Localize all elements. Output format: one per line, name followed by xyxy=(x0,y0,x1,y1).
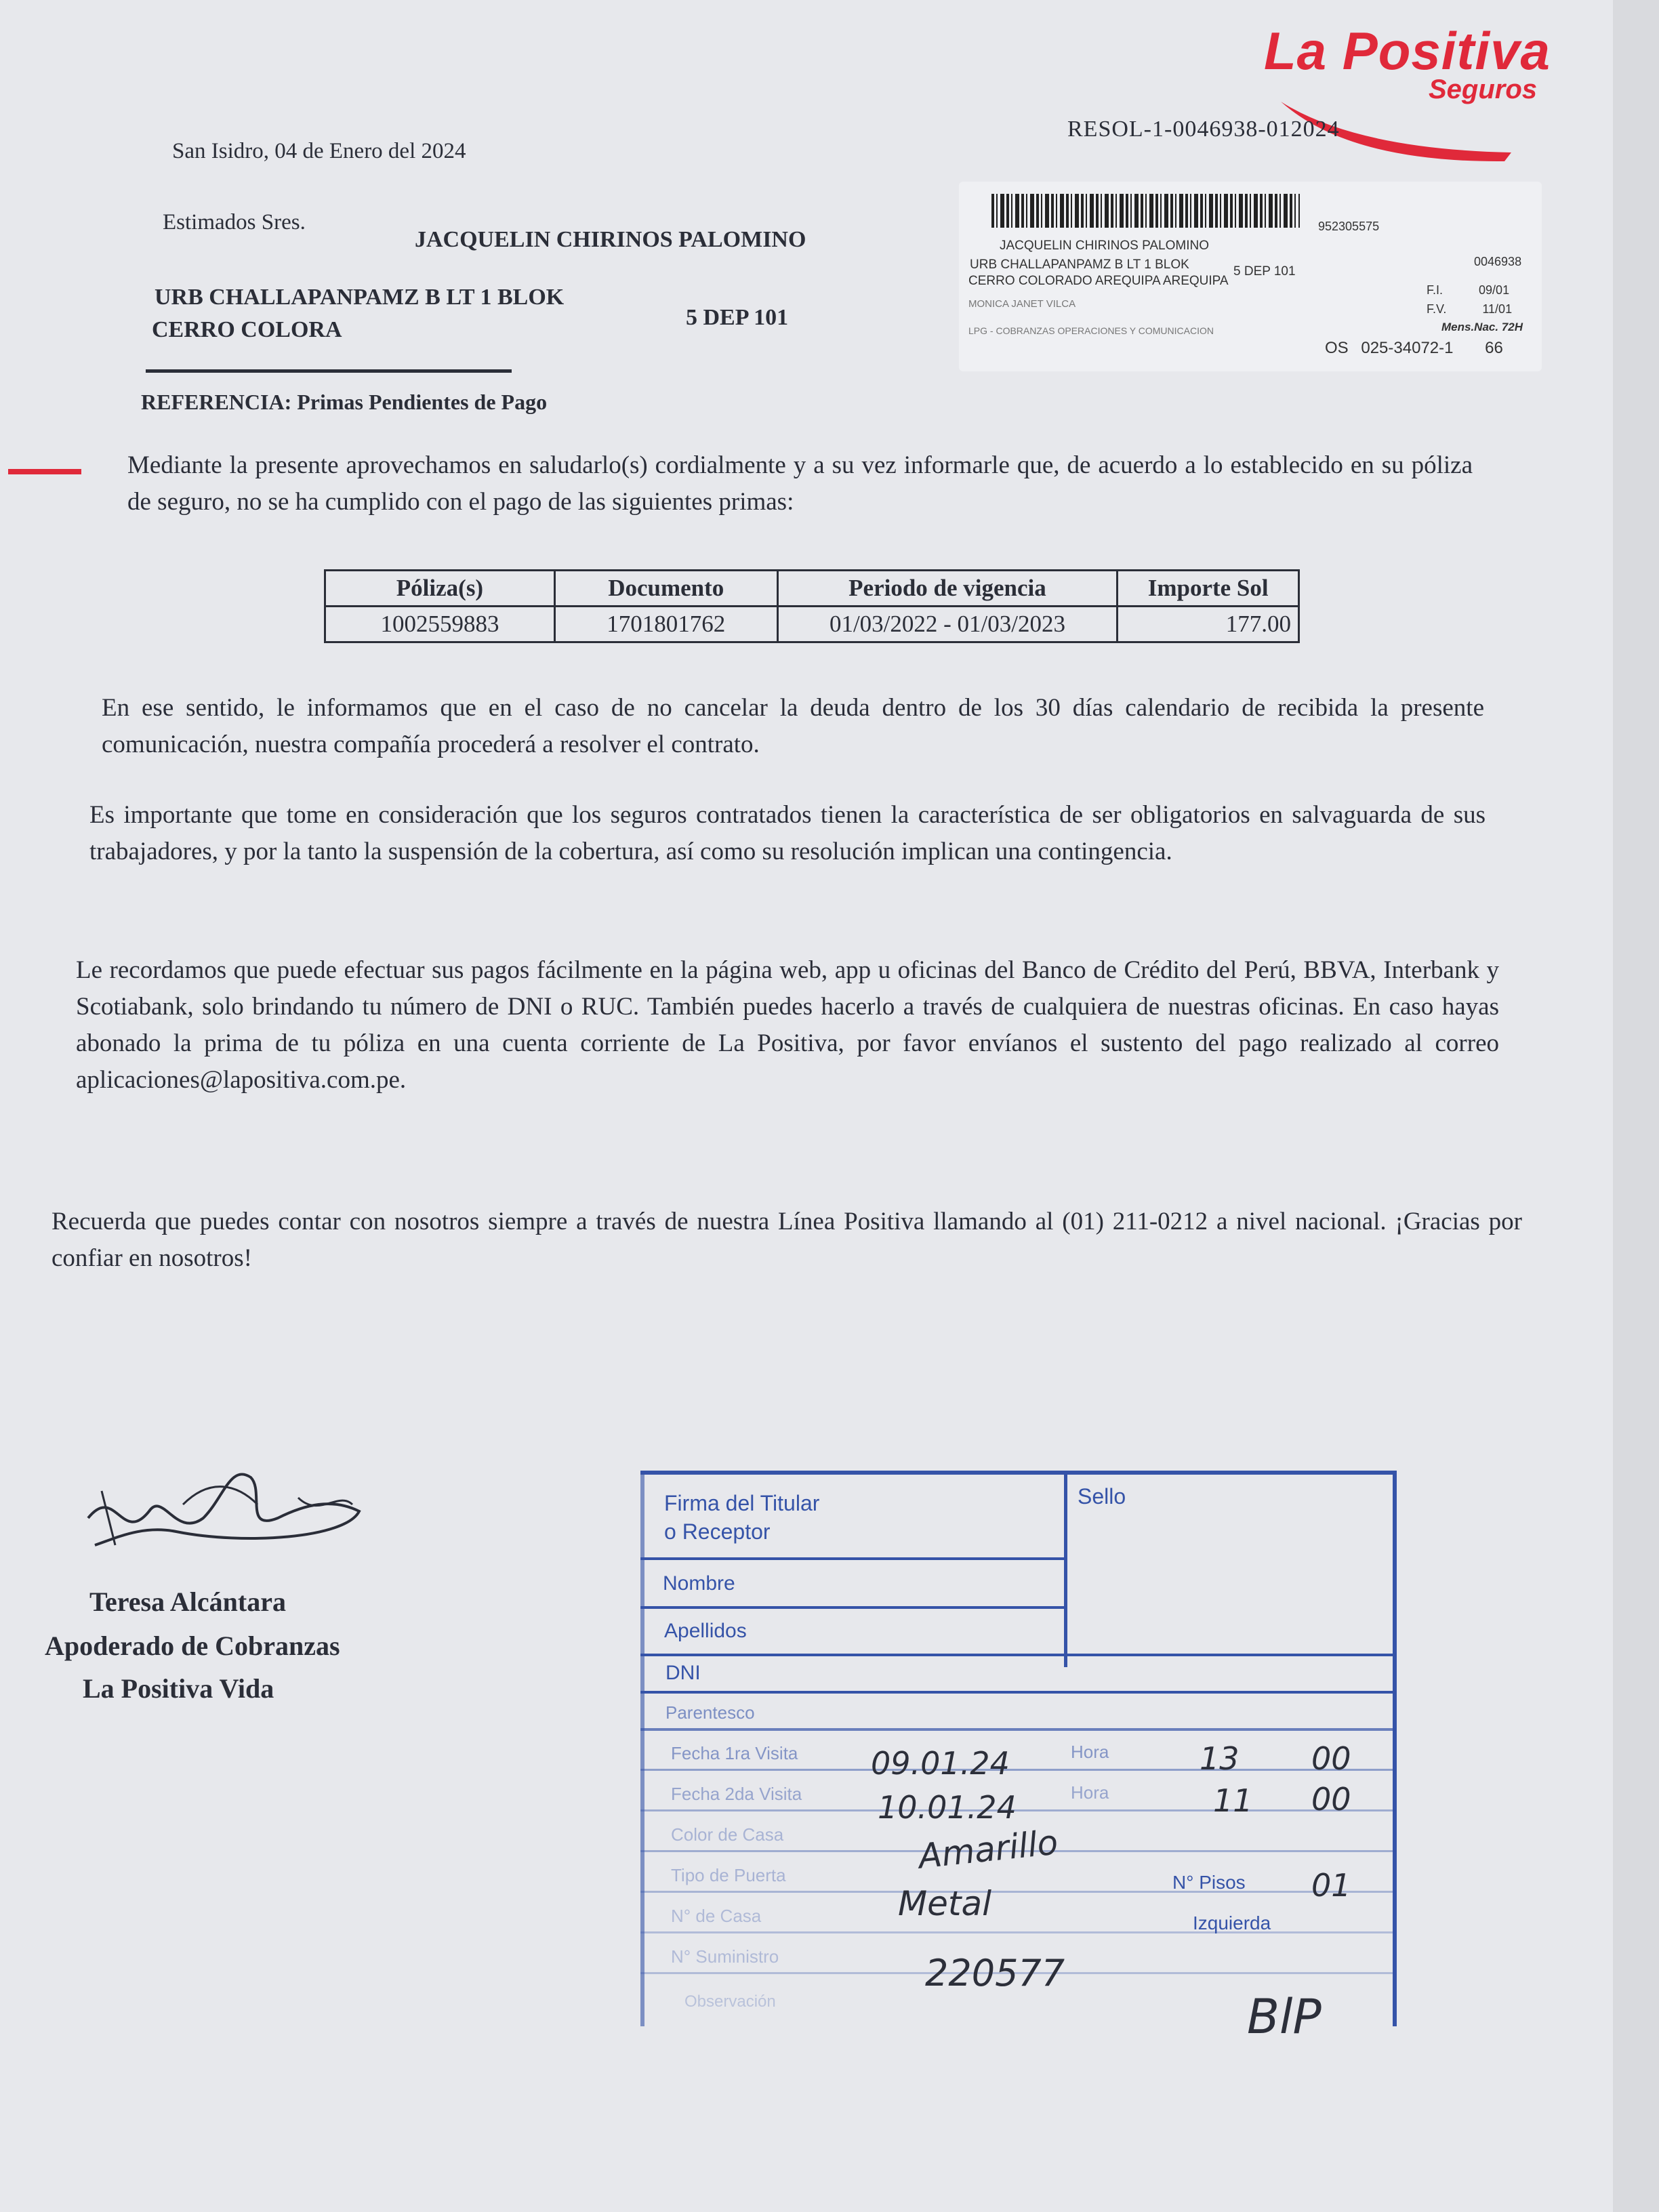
label-fi xyxy=(1427,283,1509,298)
stamp-apellidos: Apellidos xyxy=(664,1620,747,1642)
stamp-dni: DNI xyxy=(665,1662,701,1684)
margin-mark xyxy=(8,469,81,474)
label-name: JACQUELIN CHIRINOS PALOMINO xyxy=(1000,239,1209,253)
label-addr1: URB CHALLAPANPAMZ B LT 1 BLOK xyxy=(970,258,1189,272)
label-os-label: OS xyxy=(1325,339,1349,357)
stamp-tipo: Tipo de Puerta xyxy=(671,1865,786,1885)
label-os-code: 025-34072-1 xyxy=(1361,339,1454,357)
greeting: Estimados Sres. xyxy=(163,210,306,234)
signature-image xyxy=(75,1437,380,1565)
hand-hora-2-m: 00 xyxy=(1311,1781,1351,1818)
stamp-fecha-1: Fecha 1ra Visita xyxy=(671,1743,798,1763)
reference: REFERENCIA: Primas Pendientes de Pago xyxy=(141,390,548,414)
paragraph-4: Le recordamos que puede efectuar sus pagos fácilmente en la página web, app u oficinas del Banco de Crédito del Perú, BBVA, Interbank y Scotiabank, solo brindando tu número de DNI o RUC. También puedes hacerlo a través de cualquiera de nuestras oficinas. En caso hayas abonado la prima de tu póliza en una cuenta corriente de La Positiva, por favor envíanos el sustento del pago realizado al correo aplicaciones@lapositiva.com.pe. xyxy=(76,956,1499,1094)
cell-poliza: 1002559883 xyxy=(325,607,555,642)
stamp-firma-1: Firma del Titular xyxy=(664,1491,820,1515)
stamp-firma-2: o Receptor xyxy=(664,1519,771,1544)
label-doc-no: 0046938 xyxy=(1474,255,1522,268)
col-documento: Documento xyxy=(554,571,777,607)
logo-brand: La Positiva xyxy=(1264,21,1551,81)
label-os-num: 66 xyxy=(1485,339,1503,357)
label-fi-value: 09/01 xyxy=(1479,283,1510,297)
hand-initials: BlP xyxy=(1247,1989,1322,2045)
hand-hora-1-h: 13 xyxy=(1200,1740,1240,1777)
paragraph-5: Recuerda que puedes contar con nosotros siempre a través de nuestra Línea Positiva llamando al (01) 211-0212 a nivel nacional. ¡Gracias por confiar en nosotros! xyxy=(52,1208,1522,1272)
address-line1: URB CHALLAPANPAMZ B LT 1 BLOK xyxy=(155,285,565,310)
signatory-company: La Positiva Vida xyxy=(83,1673,274,1704)
col-periodo: Periodo de vigencia xyxy=(777,571,1118,607)
stamp-izquierda: Izquierda xyxy=(1193,1912,1271,1933)
paragraph-3: Es importante que tome en consideración que los seguros contratados tienen la característica de ser obligatorios en salvaguarda de sus trabajadores, y por la tanto la suspensión de la cobertura, así como su resolución implican una contingencia. xyxy=(89,801,1486,865)
stamp-fecha-2: Fecha 2da Visita xyxy=(671,1784,802,1804)
paragraph-1: Mediante la presente aprovechamos en saludarlo(s) cordialmente y a su vez informarle que, de acuerdo a lo establecido en su póliza de seguro, no se ha cumplido con el pago de las siguientes primas: xyxy=(127,451,1473,516)
hand-suministro: 220577 xyxy=(925,1952,1065,1994)
label-fv-label: F.V. xyxy=(1427,302,1447,316)
address-unit: 5 DEP 101 xyxy=(686,305,789,330)
col-poliza: Póliza(s) xyxy=(325,571,555,607)
recipient-name: JACQUELIN CHIRINOS PALOMINO xyxy=(415,227,806,252)
cell-periodo: 01/03/2022 - 01/03/2023 xyxy=(777,607,1118,642)
signatory-title: Apoderado de Cobranzas xyxy=(45,1631,340,1661)
signatory-name: Teresa Alcántara xyxy=(89,1586,286,1617)
premiums-table xyxy=(324,569,1300,643)
logo-sub: Seguros xyxy=(1429,75,1538,104)
stamp-sello: Sello xyxy=(1078,1484,1126,1509)
stamp-nro: N° de Casa xyxy=(671,1906,762,1926)
resol-code: RESOL-1-0046938-012024 xyxy=(1067,117,1340,142)
stamp-hora-2: Hora xyxy=(1071,1782,1109,1803)
label-dept: LPG - COBRANZAS OPERACIONES Y COMUNICACION xyxy=(968,325,1214,336)
stamp-nombre: Nombre xyxy=(663,1572,735,1595)
date-line: San Isidro, 04 de Enero del 2024 xyxy=(172,139,466,163)
cell-importe: 177.00 xyxy=(1118,607,1299,642)
stamp-pisos: N° Pisos xyxy=(1172,1872,1246,1893)
label-fi-label: F.I. xyxy=(1427,283,1443,297)
col-importe: Importe Sol xyxy=(1118,571,1299,607)
address-line2: CERRO COLORA xyxy=(152,317,342,342)
paragraph-2: En ese sentido, le informamos que en el caso de no cancelar la deuda dentro de los 30 días calendario de recibida la presente comunicación, nuestra compañía procederá a resolver el contrato. xyxy=(102,694,1484,758)
stamp-parentesco: Parentesco xyxy=(665,1702,755,1723)
stamp-suministro: N° Suministro xyxy=(671,1946,779,1967)
table-row xyxy=(325,607,1299,642)
hand-pisos: 01 xyxy=(1311,1867,1351,1904)
hand-hora-1-m: 00 xyxy=(1311,1740,1351,1777)
stamp-hora-1: Hora xyxy=(1071,1742,1109,1762)
barcode-number: 952305575 xyxy=(1318,220,1380,233)
hand-fecha-2: 10.01.24 xyxy=(878,1789,1017,1826)
mailing-label xyxy=(959,182,1542,371)
label-os xyxy=(1325,339,1503,358)
cell-documento: 1701801762 xyxy=(554,607,777,642)
hand-fecha-1: 09.01.24 xyxy=(871,1745,1010,1782)
label-mens: Mens.Nac. 72H xyxy=(1441,321,1523,333)
hand-puerta: Metal xyxy=(898,1884,992,1923)
label-addr1-unit: 5 DEP 101 xyxy=(1233,264,1296,279)
hand-color: Amarillo xyxy=(916,1822,1060,1877)
label-addr2: CERRO COLORADO AREQUIPA AREQUIPA xyxy=(968,274,1229,288)
stamp-observ: Observación xyxy=(684,1992,776,2011)
label-agent: MONICA JANET VILCA xyxy=(968,298,1076,310)
hand-hora-2-h: 11 xyxy=(1213,1782,1253,1819)
label-fv xyxy=(1427,302,1512,316)
address-underline xyxy=(146,369,512,373)
label-fv-value: 11/01 xyxy=(1482,302,1513,316)
table-header-row xyxy=(325,571,1299,607)
barcode xyxy=(991,194,1300,228)
stamp-color: Color de Casa xyxy=(671,1824,784,1845)
